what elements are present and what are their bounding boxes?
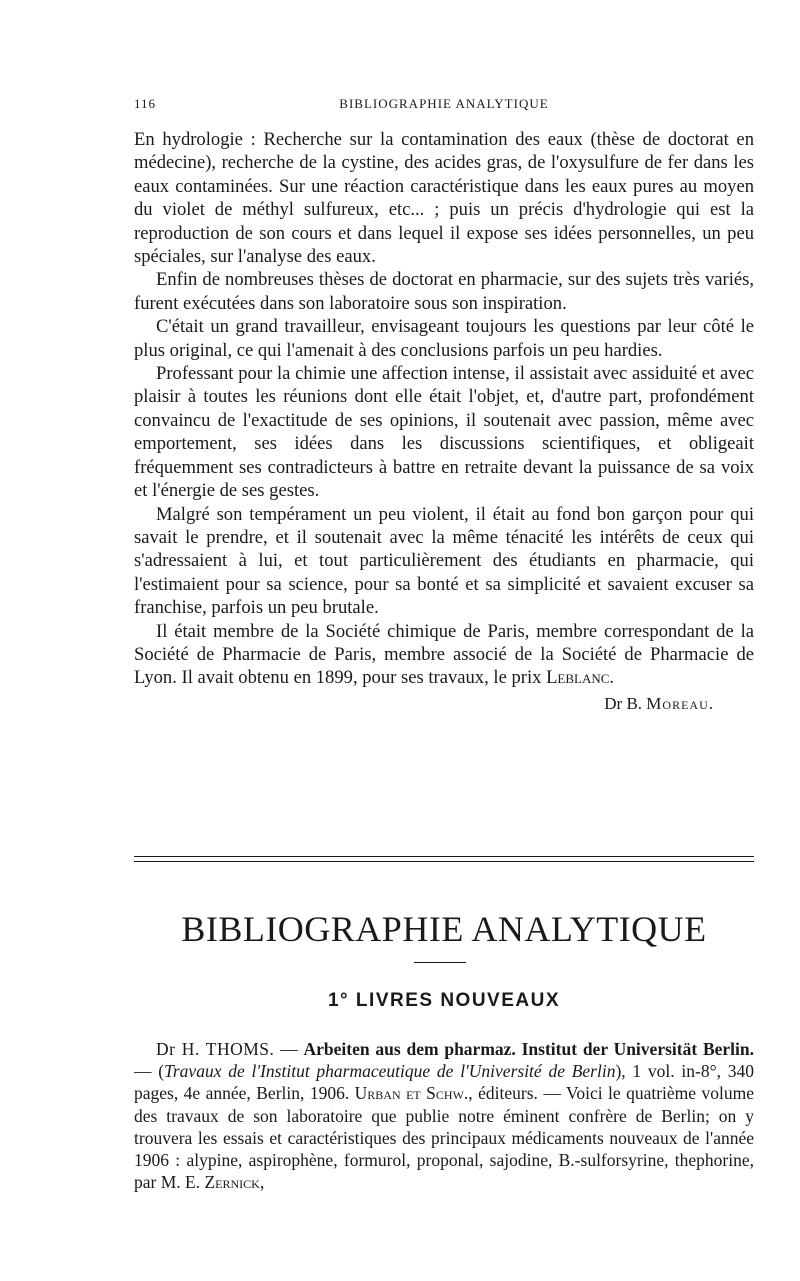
review-entry — [134, 1038, 754, 1193]
review-author: Dr H. THOMS. — [156, 1039, 275, 1059]
subsection-title: 1° LIVRES NOUVEAUX — [327, 990, 561, 1011]
double-rule-divider — [134, 856, 754, 862]
obituary-text — [134, 128, 754, 715]
review-body: , éditeurs. — Voici le quatrième volume des travaux de son laboratoire que publie notre éminent confrère de Berlin; on y trouvera les essais et caractéristiques des principaux médicaments nouveaux de l'année 1906 : alypine, aspirophène, formurol, proponal, sajodine, B.-sulforsyrine, thephorine, par M. E. — [134, 1083, 754, 1193]
paragraph-theses: Enfin de nombreuses thèses de doctorat en pharmacie, sur des sujets très variés, furent exécutées dans son laboratoire sous son inspiration. — [134, 269, 754, 314]
signature-title: Dr B. — [604, 693, 643, 713]
rule-bottom — [134, 861, 754, 862]
paragraph-hydrologie: En hydrologie : Recherche sur la contamination des eaux (thèse de doctorat en médecine), recherche de la cystine, des acides gras, de l'oxysulfure de fer dans les eaux contaminées. Sur une réaction caractéristique dans les eaux pures au moyen du violet de méthyl sulfureux, etc... ; puis un précis d'hydrologie qui est la reproduction de son cours et dans lequel il expose ses idées personnelles, un peu spéciales, sur l'analyse des eaux. — [134, 129, 754, 268]
running-header — [134, 96, 754, 118]
rule-top — [134, 856, 754, 857]
signature — [134, 692, 754, 715]
review-book-title: Arbeiten aus dem pharmaz. Institut der Universität Berlin. — [303, 1039, 754, 1059]
paragraph-travailleur: C'était un grand travailleur, envisageant toujours les questions par leur côté le plus original, ce qui l'amenait à des conclusions parfois un peu hardies. — [134, 316, 754, 361]
short-rule-divider — [414, 962, 466, 963]
book-review — [134, 1038, 754, 1193]
membership-text: Il était membre de la Société chimique de Paris, membre correspondant de la Société de Pharmacie de Paris, membre associé de la Société de Pharmacie de Lyon. Il avait obtenu en 1899, pour ses travaux, le prix — [134, 620, 754, 689]
review-contributor: Zernick, — [204, 1172, 265, 1193]
review-series: Travaux de l'Institut pharmaceutique de l'Université de Berlin — [164, 1061, 616, 1082]
paragraph-chimie: Professant pour la chimie une affection intense, il assistait avec assiduité et avec plaisir à toutes les réunions dont elle était l'objet, et, d'autre part, profondément convaincu de l'exactitude de ses opinions, il soutenait avec passion, même avec emportement, ses idées dans les discussions scientifiques, et obligeait fréquemment ses contradicteurs à battre en retraite devant la puissance de sa voix et l'énergie de ses gestes. — [134, 363, 754, 502]
prize-name: Leblanc. — [546, 667, 615, 689]
page-number: 116 — [134, 96, 157, 111]
running-title: BIBLIOGRAPHIE ANALYTIQUE — [339, 96, 549, 111]
review-dash-paren: — ( — [134, 1061, 165, 1082]
page-content — [134, 96, 754, 715]
paragraph-temperament: Malgré son tempérament un peu violent, il était au fond bon garçon pour qui savait le prendre, et il soutenait avec la même ténacité les intérêts de ceux qui s'adressaient à lui, et tout particulièrement des étudiants en pharmacie, qui l'estimaient pour sa science, pour sa bonté et sa simplicité et savaient excuser sa franchise, parfois un peu brutale. — [134, 503, 754, 619]
section-title: BIBLIOGRAPHIE ANALYTIQUE — [181, 909, 707, 949]
review-details: ), 1 vol. in-8°, 340 pages, 4e année, Berlin, 1906. — [134, 1061, 754, 1104]
signature-name: Moreau. — [646, 693, 714, 713]
review-publisher: Urban et Schw. — [354, 1083, 469, 1104]
review-dash: — — [274, 1039, 304, 1059]
paragraph-membre — [134, 620, 754, 690]
